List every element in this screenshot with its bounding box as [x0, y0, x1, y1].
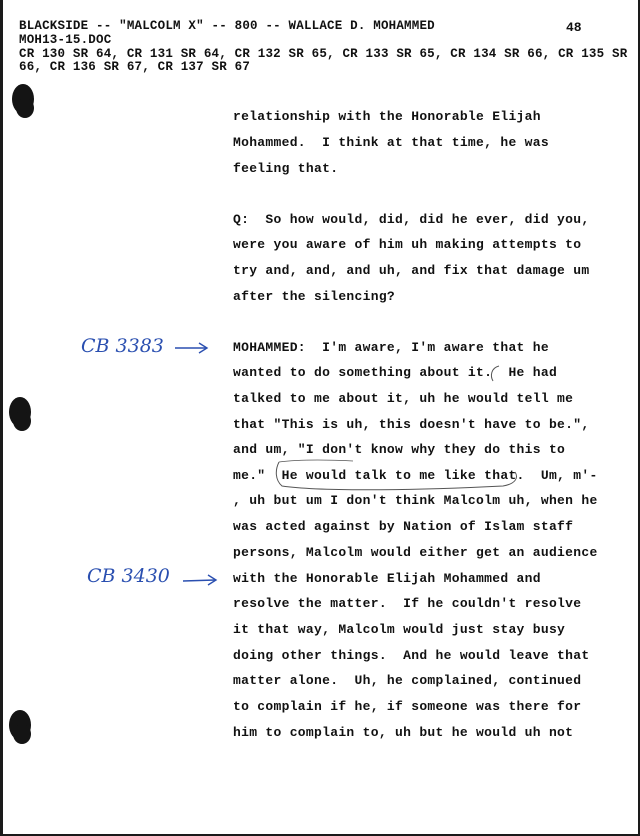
header-codes-line1: CR 130 SR 64, CR 131 SR 64, CR 132 SR 65, CR 133 SR 65, CR 134 SR 66, CR 135 SR — [19, 47, 628, 61]
header-title: BLACKSIDE -- "MALCOLM X" -- 800 -- WALLACE D. MOHAMMED — [19, 19, 435, 33]
transcript-line: Q: So how would, did, did he ever, did you, — [233, 212, 590, 227]
transcript-line: matter alone. Uh, he complained, continued — [233, 673, 582, 688]
transcript-line: doing other things. And he would leave that — [233, 648, 590, 663]
transcript-line: try and, and, and uh, and fix that damage um — [233, 263, 590, 278]
transcript-line: relationship with the Honorable Elijah — [233, 109, 541, 124]
transcript-line: after the silencing? — [233, 289, 396, 304]
transcript-line: was acted against by Nation of Islam staff — [233, 519, 574, 534]
transcript-line: feeling that. — [233, 161, 339, 176]
transcript-line: that "This is uh, this doesn't have to be.", — [233, 417, 590, 432]
transcript-line: and um, "I don't know why they do this to — [233, 442, 566, 457]
header-filename: MOH13-15.DOC — [19, 33, 112, 47]
page-number: 48 — [566, 20, 582, 35]
pencil-bracket-mark — [491, 366, 499, 381]
transcript-line: Mohammed. I think at that time, he was — [233, 135, 549, 150]
transcript-line: talked to me about it, uh he would tell me — [233, 391, 574, 406]
transcript-line: me." He would talk to me like that. Um, m'- — [233, 468, 598, 483]
handwritten-marks — [3, 0, 640, 836]
arrow-icon — [183, 575, 216, 585]
transcript-line: resolve the matter. If he couldn't resolve — [233, 596, 582, 611]
transcript-line: , uh but um I don't think Malcolm uh, when he — [233, 493, 598, 508]
arrow-icon — [175, 343, 207, 353]
handwritten-cb-note-1: CB 3383 — [81, 335, 164, 357]
transcript-line: were you aware of him uh making attempts to — [233, 237, 582, 252]
header-codes-line2: 66, CR 136 SR 67, CR 137 SR 67 — [19, 60, 251, 74]
transcript-line: with the Honorable Elijah Mohammed and — [233, 571, 541, 586]
transcript-line: MOHAMMED: I'm aware, I'm aware that he — [233, 340, 549, 355]
transcript-line: to complain if he, if someone was there for — [233, 699, 582, 714]
handwritten-cb-note-2: CB 3430 — [87, 565, 170, 587]
pencil-loop-mark — [276, 462, 516, 490]
transcript-line: him to complain to, uh but he would uh not — [233, 725, 574, 740]
transcript-line: wanted to do something about it. He had — [233, 365, 558, 380]
transcript-line: persons, Malcolm would either get an audience — [233, 545, 598, 560]
transcript-line: it that way, Malcolm would just stay busy — [233, 622, 566, 637]
